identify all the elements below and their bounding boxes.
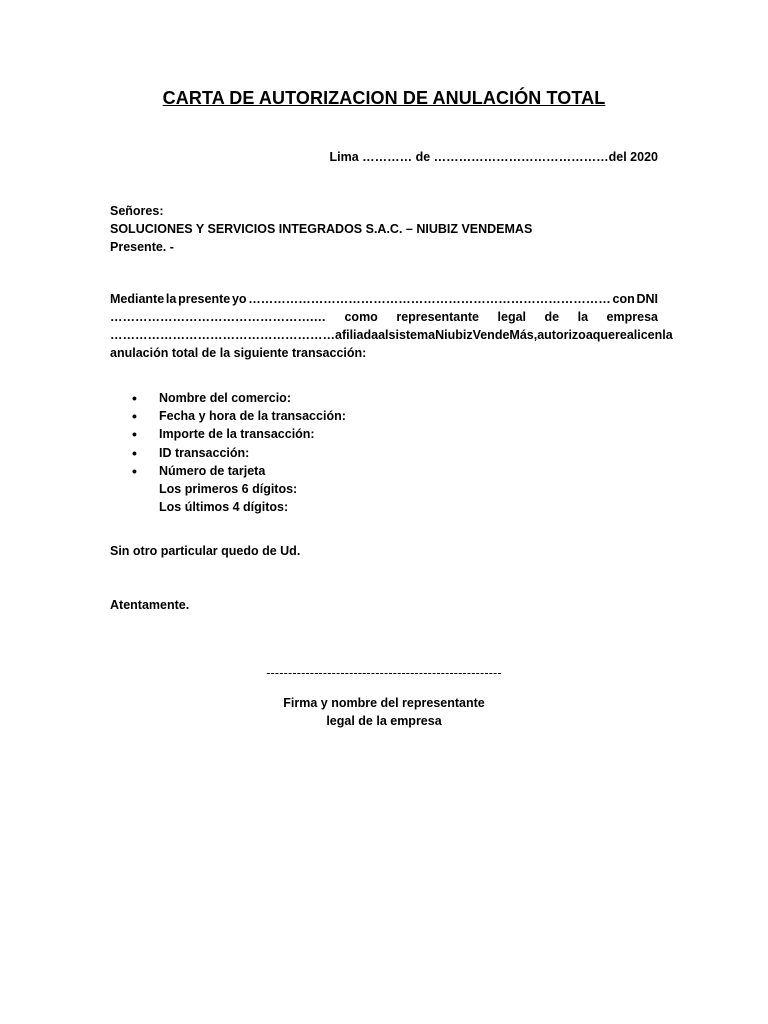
paragraph-word: presente <box>178 292 231 306</box>
card-last-digits-item: Los últimos 4 dígitos: <box>159 500 289 515</box>
authorization-paragraph <box>110 290 673 362</box>
paragraph-word: sistema <box>388 328 436 342</box>
paragraph-word: ………………………………………….… <box>110 310 326 324</box>
signature-line: ------------------------------------------------------ <box>266 666 502 680</box>
salutation: Señores: <box>110 204 164 218</box>
list-item <box>110 444 346 462</box>
paragraph-word: yo <box>231 292 247 306</box>
paragraph-word: autorizo <box>537 328 586 342</box>
company-name: SOLUCIONES Y SERVICIOS INTEGRADOS S.A.C. – NIUBIZ VENDEMAS <box>110 222 533 236</box>
signature-caption-1: Firma y nombre del representante <box>283 696 485 710</box>
paragraph-line-4: anulación total de la siguiente transacción: <box>110 346 367 360</box>
paragraph-word: que <box>592 328 615 342</box>
bullet-icon: • <box>132 426 137 443</box>
paragraph-word: la <box>165 292 177 306</box>
paragraph-word: VendeMás, <box>472 328 538 342</box>
list-item-label: Número de tarjeta <box>159 463 266 478</box>
list-item-label: Fecha y hora de la transacción: <box>159 409 346 424</box>
paragraph-word: con <box>612 292 635 306</box>
list-item <box>110 407 346 425</box>
paragraph-line-2 <box>110 308 658 326</box>
paragraph-word: empresa <box>606 310 658 324</box>
paragraph-word: Mediante <box>110 292 165 306</box>
regards-line: Atentamente. <box>110 598 190 612</box>
paragraph-word: a <box>585 328 593 342</box>
paragraph-line-3 <box>110 326 673 344</box>
date-line: Lima ………… de ……………………………………del 2020 <box>329 150 658 164</box>
transaction-fields-list <box>110 389 346 516</box>
paragraph-word: Niubiz <box>435 328 473 342</box>
list-item-label: ID transacción: <box>159 445 250 460</box>
paragraph-word: realicen <box>615 328 663 342</box>
presente-line: Presente. - <box>110 240 174 254</box>
list-item <box>110 389 346 407</box>
bullet-icon: • <box>132 444 137 461</box>
list-item <box>110 462 346 480</box>
paragraph-word: representante <box>396 310 480 324</box>
paragraph-word: DNI <box>636 292 658 306</box>
document-title: CARTA DE AUTORIZACION DE ANULACIÓN TOTAL <box>162 88 606 108</box>
paragraph-word: la <box>662 328 673 342</box>
bullet-icon: • <box>132 390 137 406</box>
list-item-label: Nombre del comercio: <box>159 391 291 405</box>
card-first-digits-item: Los primeros 6 dígitos: <box>159 482 298 497</box>
signature-caption-2: legal de la empresa <box>326 714 442 728</box>
list-item <box>110 425 346 443</box>
paragraph-word: …………………………………………………………………………… <box>248 292 611 306</box>
paragraph-word: la <box>577 310 589 324</box>
bullet-icon: • <box>132 408 137 425</box>
paragraph-word: afiliada <box>335 328 379 342</box>
bullet-icon: • <box>132 462 137 479</box>
paragraph-word: como <box>344 310 378 324</box>
paragraph-word: de <box>544 310 560 324</box>
paragraph-word: al <box>378 328 389 342</box>
closing-line: Sin otro particular quedo de Ud. <box>110 544 301 558</box>
paragraph-word: ……………………………………………… <box>110 328 335 342</box>
list-item-label: Importe de la transacción: <box>159 427 315 442</box>
paragraph-line-1 <box>110 290 658 308</box>
paragraph-word: legal <box>497 310 527 324</box>
